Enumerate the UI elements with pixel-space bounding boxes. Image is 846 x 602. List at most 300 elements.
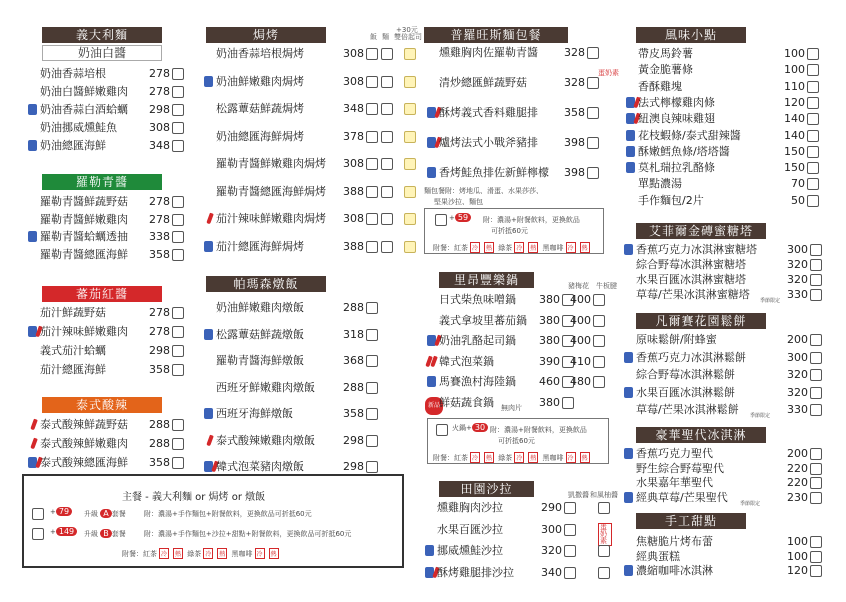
menu-item-name: 草莓/芒果冰淇淋鬆餅 <box>636 403 739 416</box>
menu-item-price: 298 <box>149 103 170 116</box>
menu-item-price: 278 <box>149 67 170 80</box>
menu-item-name: 松露蕈菇鮮蔬焗烤 <box>216 102 304 115</box>
thumbs-up-icon <box>624 352 633 363</box>
menu-item-price: 140 <box>784 112 805 126</box>
noodle-checkbox[interactable] <box>381 158 393 170</box>
yuzu-dressing-checkbox[interactable] <box>598 567 610 579</box>
seasonal-tag: 季節限定 <box>750 413 771 419</box>
order-checkbox[interactable] <box>366 461 378 473</box>
menu-item-price: 358 <box>149 456 170 469</box>
menu-item-name: 酥嫩鱈魚條/塔塔醬 <box>638 144 730 158</box>
col-label-pork: 豬梅花 <box>568 282 589 290</box>
menu-item-price: 288 <box>149 418 170 431</box>
thumbs-up-icon <box>28 104 37 115</box>
bread-addon-checkbox[interactable] <box>435 214 447 226</box>
thumbs-up-icon <box>28 140 37 151</box>
menu-item-price: 348 <box>149 139 170 152</box>
section-header-provence: 普羅旺斯麵包餐 <box>424 27 568 43</box>
order-checkbox[interactable] <box>366 48 378 60</box>
menu-item-price: 298 <box>149 344 170 357</box>
menu-item-price: 388 <box>343 184 364 198</box>
menu-item-name: 帶皮馬鈴薯 <box>638 47 693 60</box>
menu-item-price: 380 <box>539 293 560 306</box>
order-checkbox[interactable] <box>172 249 184 261</box>
menu-item-name: 酥烤義式香料雞腿排 <box>439 106 538 119</box>
thumbs-up-icon <box>626 130 635 141</box>
col-label-yuzu: 和風柚醬 <box>590 491 618 499</box>
menu-item-name: 泰式酸辣嫩雞肉燉飯 <box>216 433 315 447</box>
order-checkbox[interactable] <box>366 382 378 394</box>
veg-tag: 蛋奶素 <box>598 69 619 77</box>
menu-item-price: 220 <box>787 461 808 475</box>
hotpot-addon-price: 30 <box>472 423 488 432</box>
set-meal-panel: 主餐 - 義大利麵 or 焗烤 or 燉飯 + 79 升級 A 套餐 附：濃湯+手作麵包+附餐飲料，更換飲品可折抵60元 + 149 升級 B 套餐 附：濃湯+手作麵包+沙拉+甜點+附餐飲料，更換飲品可折抵60元 附餐：紅茶 冷 熱 綠茶 冷 熱 黑咖啡 冷 熱 <box>22 474 404 568</box>
hotpot-coffee-hot[interactable]: 熱 <box>580 452 590 463</box>
order-checkbox[interactable] <box>807 48 819 60</box>
order-checkbox[interactable] <box>172 438 184 450</box>
section-header-pasta: 義大利麵 <box>42 27 162 43</box>
order-checkbox[interactable] <box>172 307 184 319</box>
menu-item-name: 奶油乳酪起司鍋 <box>439 334 516 347</box>
menu-item-name: 焦糖脆片烤布蕾 <box>636 535 713 548</box>
double-cheese-checkbox[interactable] <box>404 158 416 170</box>
order-checkbox[interactable] <box>587 47 599 59</box>
menu-item-price: 308 <box>343 74 364 88</box>
menu-item-price: 410 <box>570 354 591 368</box>
set-b-letter: B <box>100 529 112 538</box>
order-checkbox[interactable] <box>172 68 184 80</box>
set-a-text: 附：濃湯+手作麵包+附餐飲料，更換飲品可折抵60元 <box>144 510 312 518</box>
menu-item-name: 奶油鮮嫩雞肉焗烤 <box>216 74 304 88</box>
bread-meal-sides-2: 堅果沙拉、麵包 <box>434 198 483 206</box>
menu-item-price: 50 <box>791 193 805 207</box>
menu-item-price: 380 <box>539 334 560 347</box>
thumbs-up-icon <box>204 408 213 419</box>
order-checkbox[interactable] <box>810 448 822 460</box>
order-checkbox[interactable] <box>172 326 184 338</box>
menu-item-name: 茄汁辣味鮮嫩雞肉 <box>40 325 128 338</box>
order-checkbox[interactable] <box>587 77 599 89</box>
menu-item-name: 燻雞胸肉佐羅勒青醬 <box>439 46 538 59</box>
menu-item-price: 100 <box>787 535 808 548</box>
menu-item-price: 278 <box>149 85 170 98</box>
menu-item-name: 松露蕈菇鮮蔬燉飯 <box>216 327 304 341</box>
noodle-checkbox[interactable] <box>381 186 393 198</box>
menu-item-price: 308 <box>343 212 364 225</box>
menu-item-price: 358 <box>149 363 170 376</box>
menu-item-name: 香烤鮭魚排佐新鮮檸檬 <box>439 166 549 179</box>
order-checkbox[interactable] <box>172 104 184 116</box>
menu-item-name: 水果百匯冰淇淋蜜糖塔 <box>636 273 746 286</box>
set-b-upgrade-label: 升級 <box>84 530 98 538</box>
double-cheese-checkbox[interactable] <box>404 241 416 253</box>
menu-item-name: 香蕉巧克力冰淇淋蜜糖塔 <box>636 243 757 256</box>
order-checkbox[interactable] <box>366 158 378 170</box>
hotpot-green-tea-hot[interactable]: 熱 <box>528 452 538 463</box>
order-checkbox[interactable] <box>807 162 819 174</box>
menu-item-price: 288 <box>149 437 170 450</box>
bread-addon-text: 附：濃湯+附餐飲料，更換飲品 <box>483 216 580 224</box>
order-checkbox[interactable] <box>810 334 822 346</box>
order-checkbox[interactable] <box>172 140 184 152</box>
menu-item-name: 水果百匯沙拉 <box>437 522 503 536</box>
col-label-beef: 牛板腱 <box>596 282 617 290</box>
menu-item-price: 320 <box>541 544 562 557</box>
noodle-checkbox[interactable] <box>381 131 393 143</box>
order-checkbox[interactable] <box>587 107 599 119</box>
order-checkbox[interactable] <box>810 492 822 504</box>
menu-item-price: 400 <box>570 334 591 347</box>
double-cheese-checkbox[interactable] <box>404 186 416 198</box>
menu-item-price: 288 <box>343 380 364 394</box>
thumbs-up-icon <box>624 565 633 576</box>
order-checkbox[interactable] <box>810 463 822 475</box>
menu-item-name: 泰式酸辣鮮嫩雞肉 <box>40 437 128 450</box>
new-badge: 新品 <box>425 397 443 415</box>
order-checkbox[interactable] <box>593 356 605 368</box>
menu-item-name: 奶油總匯海鮮焗烤 <box>216 129 304 143</box>
order-checkbox[interactable] <box>807 97 819 109</box>
bread-meal-sides: 麵包餐附：烤地瓜、滑蛋、水果莎莎、 <box>424 187 543 195</box>
thumbs-up-icon <box>624 244 633 255</box>
set-a-letter: A <box>100 509 111 518</box>
menu-item-name: 奶油總匯海鮮 <box>40 139 106 152</box>
bread-green-tea-hot[interactable]: 熱 <box>528 242 538 253</box>
order-checkbox[interactable] <box>366 355 378 367</box>
menu-item-name: 泰式酸辣鮮蔬野菇 <box>40 418 128 431</box>
order-checkbox[interactable] <box>810 274 822 286</box>
menu-item-name: 奶油白醬鮮嫩雞肉 <box>40 85 128 98</box>
set-a-upgrade-label: 升級 <box>84 510 98 518</box>
menu-item-name: 羅勒青醬鮮嫩雞肉 <box>40 212 128 226</box>
col-label-rice: 飯 <box>370 33 377 41</box>
menu-item-price: 300 <box>787 350 808 364</box>
menu-item-name: 羅勒青醬海鮮燉飯 <box>216 354 304 367</box>
menu-item-price: 298 <box>343 433 364 447</box>
menu-item-price: 120 <box>784 95 805 109</box>
order-checkbox[interactable] <box>172 457 184 469</box>
order-checkbox[interactable] <box>366 103 378 115</box>
menu-item-price: 480 <box>570 375 591 388</box>
set-a-set-label: 套餐 <box>111 510 126 518</box>
menu-item-name: 奶油挪威燻鮭魚 <box>40 121 117 134</box>
order-checkbox[interactable] <box>562 397 574 409</box>
menu-item-price: 330 <box>787 403 808 416</box>
menu-item-name: 香酥雞塊 <box>638 79 682 93</box>
menu-item-price: 398 <box>564 136 585 149</box>
menu-item-price: 400 <box>570 313 591 327</box>
menu-item-name: 清炒總匯鮮蔬野菇 <box>439 76 527 89</box>
section-header-dessert: 手工甜點 <box>636 513 746 529</box>
yuzu-dressing-checkbox[interactable] <box>598 502 610 514</box>
col-label-noodle: 麵 <box>382 33 389 41</box>
section-header-thai: 泰式酸辣 <box>42 397 162 413</box>
menu-item-price: 460 <box>539 375 560 388</box>
double-cheese-checkbox[interactable] <box>404 131 416 143</box>
menu-item-price: 388 <box>343 239 364 253</box>
menu-item-price: 150 <box>784 144 805 158</box>
order-checkbox[interactable] <box>366 408 378 420</box>
hotpot-addon-checkbox[interactable] <box>436 424 448 436</box>
menu-item-price: 200 <box>787 447 808 460</box>
thumbs-up-icon <box>427 376 436 387</box>
menu-item-name: 經典草莓/芒果聖代 <box>636 490 728 504</box>
menu-item-price: 100 <box>784 63 805 77</box>
set-black-tea-hot[interactable]: 熱 <box>173 548 183 559</box>
menu-item-price: 70 <box>791 177 805 191</box>
menu-item-name: 韓式泡菜豬肉燉飯 <box>216 460 304 473</box>
menu-item-name: 茄汁總匯海鮮焗烤 <box>216 239 304 253</box>
menu-item-price: 288 <box>343 301 364 314</box>
menu-item-price: 348 <box>343 102 364 115</box>
menu-item-name: 羅勒青醬鮮蔬野菇 <box>40 195 128 208</box>
noodle-checkbox[interactable] <box>381 213 393 225</box>
order-checkbox[interactable] <box>172 122 184 134</box>
thumbs-up-icon <box>624 448 633 459</box>
menu-item-name: 挪威燻鮭沙拉 <box>437 544 503 557</box>
menu-item-name: 濃縮咖啡冰淇淋 <box>636 564 713 577</box>
order-checkbox[interactable] <box>810 565 822 577</box>
menu-item-price: 320 <box>787 368 808 381</box>
noodle-checkbox[interactable] <box>381 241 393 253</box>
order-checkbox[interactable] <box>810 352 822 364</box>
section-header-salad: 田園沙拉 <box>439 481 534 497</box>
thumbs-up-icon <box>204 76 213 87</box>
order-checkbox[interactable] <box>810 536 822 548</box>
hotpot-black-tea-hot[interactable]: 熱 <box>484 452 494 463</box>
menu-item-name: 爐烤法式小戰斧豬排 <box>439 136 538 149</box>
menu-item-price: 150 <box>784 161 805 175</box>
menu-item-price: 390 <box>539 354 560 368</box>
menu-item-name: 義式拿坡里蕃茄鍋 <box>439 313 527 327</box>
menu-item-price: 318 <box>343 327 364 341</box>
menu-item-name: 水果嘉年華聖代 <box>636 476 713 489</box>
order-checkbox[interactable] <box>172 419 184 431</box>
set-black-tea-cold[interactable]: 冷 <box>159 548 169 559</box>
order-checkbox[interactable] <box>807 64 819 76</box>
section-header-hotpot: 里昂豐樂鍋 <box>439 272 534 288</box>
set-coffee-hot[interactable]: 熱 <box>269 548 279 559</box>
order-checkbox[interactable] <box>807 178 819 190</box>
set-green-tea-label: 綠茶 <box>187 550 202 558</box>
menu-item-name: 水果百匯冰淇淋鬆餅 <box>636 385 735 399</box>
order-checkbox[interactable] <box>593 335 605 347</box>
order-checkbox[interactable] <box>810 387 822 399</box>
menu-item-name: 野生綜合野莓聖代 <box>636 461 724 475</box>
menu-item-name: 西班牙海鮮燉飯 <box>216 407 293 420</box>
hotpot-addon-panel <box>427 418 609 464</box>
menu-item-name: 奶油鮮嫩雞肉燉飯 <box>216 301 304 314</box>
menu-item-price: 368 <box>343 354 364 367</box>
order-checkbox[interactable] <box>807 81 819 93</box>
bread-addon-text-2: 可折抵60元 <box>491 227 528 235</box>
menu-item-name: 羅勒青醬總匯海鮮 <box>40 247 128 261</box>
menu-item-price: 358 <box>564 106 585 119</box>
order-checkbox[interactable] <box>366 213 378 225</box>
thumbs-up-icon <box>427 167 436 178</box>
order-checkbox[interactable] <box>564 524 576 536</box>
section-header-gratin: 焗烤 <box>206 27 326 43</box>
menu-item-price: 398 <box>564 166 585 179</box>
order-checkbox[interactable] <box>366 186 378 198</box>
subheader-white-sauce: 奶油白醬 <box>42 45 162 61</box>
order-checkbox[interactable] <box>366 435 378 447</box>
menu-item-name: 日式柴魚味噌鍋 <box>439 293 516 306</box>
col-label-plus30: +30元 <box>396 26 418 34</box>
menu-item-name: 韓式泡菜鍋 <box>439 354 494 368</box>
menu-item-name: 鮮菇蔬食鍋 <box>439 395 494 409</box>
order-checkbox[interactable] <box>810 259 822 271</box>
menu-item-price: 308 <box>149 121 170 134</box>
menu-item-name: 義式茄汁蛤蠣 <box>40 344 106 357</box>
section-header-risotto: 帕瑪森燉飯 <box>206 276 326 292</box>
menu-item-price: 328 <box>564 76 585 89</box>
hotpot-addon-text-2: 可折抵60元 <box>498 437 535 445</box>
menu-item-price: 320 <box>787 258 808 271</box>
yuzu-dressing-checkbox[interactable] <box>598 545 610 557</box>
order-checkbox[interactable] <box>366 76 378 88</box>
menu-item-name: 泰式酸辣總匯海鮮 <box>40 456 128 469</box>
menu-item-name: 原味鬆餅/附蜂蜜 <box>636 333 717 346</box>
order-checkbox[interactable] <box>587 167 599 179</box>
menu-item-price: 330 <box>787 288 808 301</box>
order-checkbox[interactable] <box>366 302 378 314</box>
hotpot-addon-label: 火鍋+ <box>452 424 472 432</box>
set-green-tea-cold[interactable]: 冷 <box>203 548 213 559</box>
set-a-checkbox[interactable] <box>32 508 44 520</box>
menu-item-name: 莫札瑞拉乳酪條 <box>638 161 715 175</box>
menu-item-name: 奶油香蒜培根焗烤 <box>216 47 304 60</box>
hotpot-green-tea-cold[interactable]: 冷 <box>514 452 524 463</box>
menu-item-price: 110 <box>784 79 805 93</box>
order-checkbox[interactable] <box>172 214 184 226</box>
menu-item-name: 茄汁總匯海鮮 <box>40 363 106 376</box>
double-cheese-checkbox[interactable] <box>404 103 416 115</box>
menu-item-price: 200 <box>787 333 808 346</box>
menu-item-price: 278 <box>149 195 170 208</box>
order-checkbox[interactable] <box>564 567 576 579</box>
order-checkbox[interactable] <box>172 196 184 208</box>
set-b-checkbox[interactable] <box>32 528 44 540</box>
bread-coffee-hot[interactable]: 熱 <box>580 242 590 253</box>
menu-item-name: 燻雞胸肉沙拉 <box>437 501 503 514</box>
order-checkbox[interactable] <box>366 131 378 143</box>
bread-addon-price: 59 <box>455 213 471 222</box>
noodle-checkbox[interactable] <box>381 76 393 88</box>
order-checkbox[interactable] <box>593 376 605 388</box>
double-cheese-checkbox[interactable] <box>404 213 416 225</box>
section-header-tomato: 蕃茄紅醬 <box>42 286 162 302</box>
hotpot-green-tea-label: 綠茶 <box>498 454 513 462</box>
order-checkbox[interactable] <box>172 231 184 243</box>
bread-green-tea-cold[interactable]: 冷 <box>514 242 524 253</box>
bread-coffee-cold[interactable]: 冷 <box>566 242 576 253</box>
bread-drink-label: 附餐：紅茶 <box>433 244 468 252</box>
order-checkbox[interactable] <box>810 289 822 301</box>
order-checkbox[interactable] <box>172 364 184 376</box>
set-b-text: 附：濃湯+手作麵包+沙拉+甜點+附餐飲料，更換飲品可折抵60元 <box>144 530 352 538</box>
menu-item-price: 300 <box>541 522 562 536</box>
order-checkbox[interactable] <box>172 86 184 98</box>
menu-item-name: 茄汁辣味鮮嫩雞肉焗烤 <box>216 212 326 225</box>
set-coffee-cold[interactable]: 冷 <box>255 548 265 559</box>
menu-item-price: 230 <box>787 490 808 504</box>
seasonal-tag: 季節限定 <box>760 298 781 304</box>
menu-item-price: 278 <box>149 325 170 338</box>
order-checkbox[interactable] <box>564 502 576 514</box>
hotpot-black-tea-cold[interactable]: 冷 <box>470 452 480 463</box>
hotpot-addon-text: 附：濃湯+附餐飲料，更換飲品 <box>490 426 587 434</box>
set-meal-title: 主餐 - 義大利麵 or 焗烤 or 燉飯 <box>122 492 266 503</box>
set-green-tea-hot[interactable]: 熱 <box>217 548 227 559</box>
menu-item-name: 香蕉巧克力冰淇淋鬆餅 <box>636 350 746 364</box>
col-label-double-cheese: 雙倍起司 <box>394 33 422 41</box>
order-checkbox[interactable] <box>810 551 822 563</box>
menu-item-price: 220 <box>787 476 808 489</box>
double-cheese-checkbox[interactable] <box>404 76 416 88</box>
menu-item-name: 手作麵包/2片 <box>638 193 704 207</box>
menu-item-name: 酥烤雞腿排沙拉 <box>437 565 514 579</box>
order-checkbox[interactable] <box>564 545 576 557</box>
section-header-waffle: 凡爾賽花園鬆餅 <box>636 313 766 329</box>
noodle-checkbox[interactable] <box>381 48 393 60</box>
menu-item-price: 300 <box>787 243 808 256</box>
menu-item-price: 320 <box>787 273 808 286</box>
order-checkbox[interactable] <box>807 146 819 158</box>
order-checkbox[interactable] <box>807 113 819 125</box>
menu-item-price: 400 <box>570 293 591 306</box>
order-checkbox[interactable] <box>810 244 822 256</box>
menu-item-price: 308 <box>343 47 364 60</box>
order-checkbox[interactable] <box>172 345 184 357</box>
menu-item-price: 278 <box>149 212 170 226</box>
thumbs-up-icon <box>28 231 37 242</box>
thumbs-up-icon <box>626 162 635 173</box>
menu-item-price: 308 <box>343 157 364 170</box>
order-checkbox[interactable] <box>807 130 819 142</box>
section-header-honey-toast: 艾菲爾金磚蜜糖塔 <box>636 223 766 239</box>
order-checkbox[interactable] <box>810 477 822 489</box>
menu-item-name: 花枝蝦條/泰式甜辣醬 <box>638 128 741 142</box>
chili-pepper-icon <box>206 213 214 225</box>
section-header-snacks: 風味小點 <box>636 27 746 43</box>
bread-addon-panel: + 59 附：濃湯+附餐飲料，更換飲品 可折抵60元 附餐：紅茶 冷 熱 綠茶 冷 熱 黑咖啡 冷 熱 <box>424 208 604 254</box>
menu-item-name: 奶油香蒜白酒蛤蠣 <box>40 103 128 116</box>
double-cheese-checkbox[interactable] <box>404 48 416 60</box>
noodle-checkbox[interactable] <box>381 103 393 115</box>
hotpot-coffee-cold[interactable]: 冷 <box>566 452 576 463</box>
order-checkbox[interactable] <box>593 315 605 327</box>
menu-item-name: 綜合野莓冰淇淋鬆餅 <box>636 368 735 381</box>
hotpot-drink-label: 附餐：紅茶 <box>433 454 468 462</box>
menu-item-price: 378 <box>343 129 364 143</box>
chili-pepper-icon <box>30 419 38 431</box>
order-checkbox[interactable] <box>587 137 599 149</box>
section-header-sundae: 豪華聖代冰淇淋 <box>636 427 766 443</box>
order-checkbox[interactable] <box>366 329 378 341</box>
menu-item-name: 綜合野莓冰淇淋蜜糖塔 <box>636 258 746 271</box>
section-header-pesto: 羅勒青醬 <box>42 174 162 190</box>
order-checkbox[interactable] <box>810 369 822 381</box>
order-checkbox[interactable] <box>807 195 819 207</box>
bread-black-tea-hot[interactable]: 熱 <box>484 242 494 253</box>
order-checkbox[interactable] <box>810 404 822 416</box>
order-checkbox[interactable] <box>593 294 605 306</box>
menu-item-name: 經典蛋糕 <box>636 549 680 563</box>
order-checkbox[interactable] <box>366 241 378 253</box>
bread-black-tea-cold[interactable]: 冷 <box>470 242 480 253</box>
seasonal-tag: 季節限定 <box>740 500 761 507</box>
